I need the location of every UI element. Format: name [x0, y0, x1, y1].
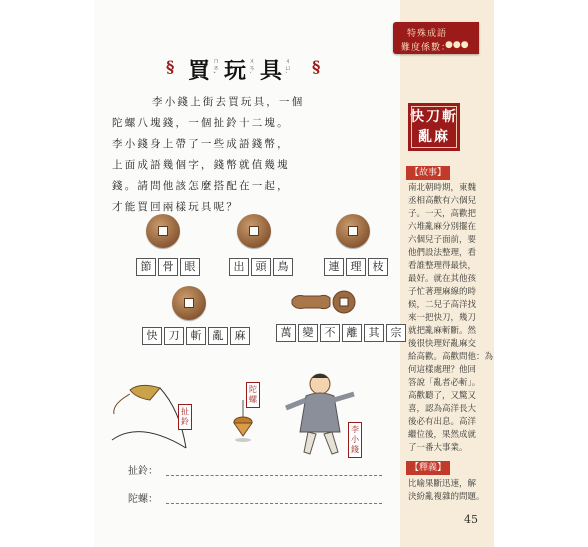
story-line: 何這樣處理？他回: [408, 365, 477, 375]
toys-illustration: [110, 370, 380, 470]
tab-difficulty: 難度係數：: [401, 43, 452, 53]
answer-char: 連: [324, 258, 344, 276]
story-text: [408, 182, 494, 455]
story-line: 繼位後，果然成就: [408, 430, 477, 440]
idiom-heading-border: [411, 106, 457, 148]
coin-answer-boxes: [276, 324, 408, 342]
title-zhuyin: ㄐㄩˋ: [285, 58, 292, 79]
idiom-line: 亂麻: [418, 129, 450, 145]
story-line: 六個兒子面前，要: [408, 235, 477, 245]
idiom-heading: [408, 103, 460, 151]
coin-icon: [172, 286, 206, 320]
title-zhuyin: ㄇㄞˇ: [213, 58, 220, 79]
passage-line: 才能買回兩樣玩具呢？: [112, 201, 239, 213]
story-line: 答說「亂者必斬」。: [408, 378, 481, 388]
answer-char: 理: [346, 258, 366, 276]
coin-icon: [336, 214, 370, 248]
story-line: 看誰整理得最快，: [408, 261, 477, 271]
passage-line: 錢。請問他該怎麼搭配在一起，: [112, 180, 290, 192]
diabolo-label: 扯鈴: [178, 404, 192, 430]
title-ornament-left-icon: §: [166, 57, 175, 76]
coin-answer-boxes: [229, 258, 295, 276]
diabolo-icon: [112, 385, 186, 448]
title-zhuyin: ㄨㄢˊ: [249, 58, 256, 79]
coin-icon: [237, 214, 271, 248]
passage-line: 李小錢上街去買玩具，一個: [152, 96, 305, 108]
story-line: 他們設法整理，看: [408, 248, 477, 258]
story-line: 六堆亂麻分別擺在: [408, 222, 477, 232]
title-ornament-right-icon: §: [312, 57, 321, 76]
coin-answer-boxes: [136, 258, 202, 276]
meaning-line: 決紛亂複雜的問題。: [408, 492, 485, 502]
coin-answer-boxes: [324, 258, 390, 276]
boy-figure-icon: [286, 374, 354, 454]
difficulty-stars-icon: ●●●: [445, 40, 469, 50]
answer-char: 眼: [180, 258, 200, 276]
story-line: 來一把快刀，幾刀: [408, 313, 477, 323]
answer-char: 萬: [276, 324, 296, 342]
top-label: 陀螺: [246, 382, 260, 408]
diabolo-fill-label: 扯鈴：: [128, 466, 158, 477]
story-line: 喜，認為高洋長大: [408, 404, 477, 414]
page-number: 45: [464, 513, 478, 526]
story-line: 候，二兒子高洋找: [408, 300, 477, 310]
diabolo-answer-line[interactable]: [166, 474, 382, 476]
story-line: 了一番大事業。: [408, 443, 468, 453]
passage-line: 陀螺八塊錢，一個扯鈴十二塊。: [112, 117, 290, 129]
story-line: 高歡聽了，又驚又: [408, 391, 477, 401]
answer-char: 變: [298, 324, 318, 342]
meaning-line: 比喻果斷迅速，解: [408, 479, 477, 489]
top-fill-label: 陀螺：: [128, 494, 158, 505]
answer-char: 骨: [158, 258, 178, 276]
story-line: 就把亂麻斬斷。然: [408, 326, 477, 336]
story-line: 子。一天，高歡把: [408, 209, 477, 219]
answer-char: 節: [136, 258, 156, 276]
answer-char: 宗: [386, 324, 406, 342]
answer-char: 快: [142, 327, 162, 345]
difficulty-tab: [393, 22, 479, 54]
answer-char: 頭: [251, 258, 271, 276]
answer-char: 斬: [186, 327, 206, 345]
title-char: 具: [260, 58, 283, 84]
story-line: 最好。就在其他孩: [408, 274, 477, 284]
coin-icon: [146, 214, 180, 248]
top-answer-line[interactable]: [166, 502, 382, 504]
coin-answer-boxes: [142, 327, 252, 345]
idiom-line: 快刀斬: [410, 109, 458, 125]
story-line: 子忙著理麻線的時: [408, 287, 477, 297]
story-line: 南北朝時期，東魏: [408, 183, 477, 193]
answer-char: 出: [229, 258, 249, 276]
title-char: 玩: [224, 58, 247, 84]
story-tag: 【故事】: [406, 166, 450, 180]
answer-char: 離: [342, 324, 362, 342]
story-line: 後必有出息。高洋: [408, 417, 477, 427]
answer-char: 其: [364, 324, 384, 342]
story-line: 後很快理好亂麻交: [408, 339, 477, 349]
answer-char: 不: [320, 324, 340, 342]
answer-char: 鳥: [273, 258, 293, 276]
answer-char: 麻: [230, 327, 250, 345]
spade-coin-icon: [290, 290, 362, 314]
page-title: [166, 54, 336, 82]
passage-line: 上面成語幾個字，錢幣就值幾塊: [112, 159, 290, 171]
story-passage: [112, 92, 392, 218]
answer-char: 刀: [164, 327, 184, 345]
story-line: 給高歡。高歡問他：為: [408, 352, 494, 362]
passage-line: 李小錢身上帶了一些成語錢幣，: [112, 138, 290, 150]
title-char: 買: [188, 58, 211, 84]
story-line: 丞相高歡有六個兒: [408, 196, 477, 206]
answer-char: 枝: [368, 258, 388, 276]
boy-label: 李小錢: [348, 422, 362, 458]
meaning-tag: 【釋義】: [406, 461, 450, 475]
meaning-text: [408, 478, 488, 504]
tab-category: 特殊成語: [407, 29, 448, 39]
answer-char: 亂: [208, 327, 228, 345]
